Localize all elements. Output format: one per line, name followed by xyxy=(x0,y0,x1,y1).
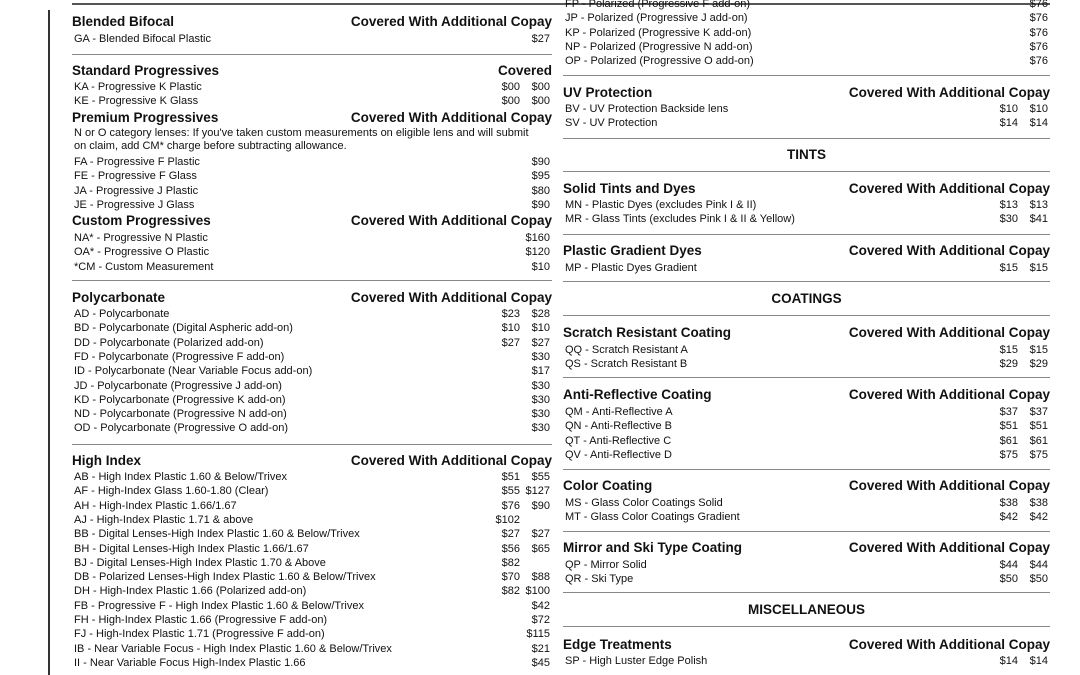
line-item-name: JE - Progressive J Glass xyxy=(74,198,195,211)
line-item-name: DH - High-Index Plastic 1.66 (Polarized add-on) xyxy=(74,585,307,598)
line-item-name: QP - Mirror Solid xyxy=(565,559,647,571)
line-item-name: AB - High Index Plastic 1.60 & Below/Trivex xyxy=(74,471,287,483)
line-item-copay-1: $42 xyxy=(999,511,1018,524)
premium-note: N or O category lenses: If you've taken custom measurements on eligible lens and will submit on claim, add CM* charge before subtracting allowance. xyxy=(74,127,529,152)
section-divider xyxy=(563,626,1050,627)
line-item-name: JD - Polycarbonate (Progressive J add-on) xyxy=(74,379,282,392)
line-item-copay-1: $30 xyxy=(999,213,1018,226)
line-item-copay-2: $27 xyxy=(531,528,550,541)
section-divider xyxy=(563,531,1050,532)
line-item-copay-2: $42 xyxy=(1029,511,1048,524)
section-divider xyxy=(72,444,552,445)
line-item-copay-2: $76 xyxy=(1029,40,1048,53)
line-item-copay-2: $00 xyxy=(531,81,550,93)
line-item-row xyxy=(72,184,552,198)
line-item-copay-1: $76 xyxy=(501,499,520,512)
line-item-row xyxy=(563,419,1050,433)
line-item-copay-2: $65 xyxy=(531,542,550,555)
section-coverage: Covered With Additional Copay xyxy=(350,213,552,228)
line-item-copay-2: $90 xyxy=(531,499,550,512)
line-item-copay-2: $120 xyxy=(525,246,550,259)
section-divider xyxy=(563,592,1050,593)
line-item-copay-2: $61 xyxy=(1029,434,1048,447)
line-item-name: FD - Polycarbonate (Progressive F add-on) xyxy=(74,350,285,363)
line-item-name: DD - Polycarbonate (Polarized add-on) xyxy=(74,336,264,349)
line-item-name: JP - Polarized (Progressive J add-on) xyxy=(565,12,748,25)
line-item-copay-2: $76 xyxy=(1029,0,1048,10)
line-item-name: SV - UV Protection xyxy=(565,117,658,130)
section-title: Solid Tints and Dyes xyxy=(563,181,696,196)
line-item-copay-1: $13 xyxy=(999,199,1018,211)
line-item-copay-2: $30 xyxy=(531,350,550,363)
line-item-row xyxy=(563,343,1050,357)
line-item-copay-1: $15 xyxy=(999,262,1018,274)
line-item-copay-1: $14 xyxy=(999,117,1018,130)
section-header xyxy=(563,478,1050,496)
line-item-copay-2: $90 xyxy=(531,198,550,211)
section-divider xyxy=(72,280,552,281)
line-item-copay-1: $70 xyxy=(501,571,520,584)
line-item-copay-2: $41 xyxy=(1029,213,1048,226)
line-item-row xyxy=(563,357,1050,371)
line-item-name: BD - Polycarbonate (Digital Aspheric add-on) xyxy=(74,322,293,335)
coatings-heading: COATINGS xyxy=(771,291,842,306)
section-divider xyxy=(563,281,1050,282)
line-item-row xyxy=(563,40,1050,54)
line-item-row xyxy=(72,556,552,570)
section-coverage: Covered With Additional Copay xyxy=(848,540,1050,555)
line-item-name: KE - Progressive K Glass xyxy=(74,95,199,108)
section-title: UV Protection xyxy=(563,85,653,100)
line-item-name: DB - Polarized Lenses-High Index Plastic 1.60 & Below/Trivex xyxy=(74,571,376,584)
section-header xyxy=(563,243,1050,261)
line-item-name: ID - Polycarbonate (Near Variable Focus add-on) xyxy=(74,365,313,378)
line-item-name: KP - Polarized (Progressive K add-on) xyxy=(565,26,752,39)
line-item-row xyxy=(563,572,1050,586)
line-item-name: QN - Anti-Reflective B xyxy=(565,420,672,433)
section-header xyxy=(563,85,1050,103)
line-item-row xyxy=(72,599,552,613)
line-item-copay-2: $30 xyxy=(531,422,550,435)
section-divider xyxy=(563,234,1050,235)
line-item-row xyxy=(563,405,1050,419)
line-item-copay-2: $76 xyxy=(1029,55,1048,68)
line-item-name: FP - Polarized (Progressive F add-on) xyxy=(565,0,751,10)
section-title: Mirror and Ski Type Coating xyxy=(563,540,743,555)
line-item-row xyxy=(563,198,1050,212)
line-item-copay-1: $61 xyxy=(999,434,1018,447)
line-item-row xyxy=(563,654,1050,668)
line-item-copay-2: $30 xyxy=(531,408,550,421)
section-header xyxy=(563,181,1050,199)
line-item-copay-2: $80 xyxy=(531,184,550,197)
line-item-copay-1: $37 xyxy=(999,406,1018,418)
line-item-copay-1: $00 xyxy=(501,95,520,108)
line-item-name: NP - Polarized (Progressive N add-on) xyxy=(565,40,753,53)
line-item-name: BJ - Digital Lenses-High Index Plastic 1.70 & Above xyxy=(74,556,326,569)
section-title: Anti-Reflective Coating xyxy=(563,387,712,402)
line-item-name: NA* - Progressive N Plastic xyxy=(74,232,208,244)
section-coverage: Covered With Additional Copay xyxy=(848,85,1050,100)
line-item-name: ND - Polycarbonate (Progressive N add-on) xyxy=(74,408,287,421)
line-item-copay-1: $27 xyxy=(501,336,520,349)
line-item-name: BB - Digital Lenses-High Index Plastic 1.60 & Below/Trivex xyxy=(74,528,360,541)
line-item-copay-2: $45 xyxy=(531,656,550,669)
section-title: Scratch Resistant Coating xyxy=(563,325,732,340)
line-item-copay-2: $00 xyxy=(531,95,550,108)
line-item-name: QQ - Scratch Resistant A xyxy=(565,344,688,356)
line-item-name: MT - Glass Color Coatings Gradient xyxy=(565,511,740,524)
line-item-row xyxy=(563,558,1050,572)
line-item-copay-1: $38 xyxy=(999,497,1018,509)
line-item-row xyxy=(72,627,552,641)
line-item-copay-2: $51 xyxy=(1029,420,1048,433)
line-item-row xyxy=(72,307,552,321)
line-item-row xyxy=(72,169,552,183)
line-item-name: QS - Scratch Resistant B xyxy=(565,358,688,371)
line-item-copay-2: $42 xyxy=(531,599,550,612)
line-item-copay-2: $17 xyxy=(531,365,550,378)
line-item-row xyxy=(72,260,552,274)
line-item-row xyxy=(72,613,552,627)
line-item-row xyxy=(563,261,1050,275)
line-item-copay-2: $10 xyxy=(1029,103,1048,115)
line-item-row xyxy=(72,32,552,46)
line-item-name: AF - High-Index Glass 1.60-1.80 (Clear) xyxy=(74,485,269,498)
line-item-copay-2: $30 xyxy=(531,393,550,406)
line-item-copay-2: $14 xyxy=(1029,655,1048,667)
line-item-row xyxy=(72,94,552,108)
line-item-copay-2: $14 xyxy=(1029,117,1048,130)
line-item-copay-1: $102 xyxy=(495,513,520,526)
line-item-copay-2: $76 xyxy=(1029,26,1048,39)
section-header xyxy=(72,453,552,471)
section-divider xyxy=(563,171,1050,172)
line-item-row xyxy=(72,542,552,556)
line-item-row xyxy=(72,80,552,94)
line-item-copay-2: $38 xyxy=(1029,497,1048,509)
line-item-row xyxy=(72,470,552,484)
section-divider xyxy=(563,315,1050,316)
section-title: Premium Progressives xyxy=(72,110,219,125)
line-item-copay-1: $50 xyxy=(999,573,1018,586)
line-item-name: JA - Progressive J Plastic xyxy=(74,184,199,197)
line-item-copay-1: $15 xyxy=(999,344,1018,356)
section-header xyxy=(72,213,552,231)
line-item-row xyxy=(72,321,552,335)
line-item-row xyxy=(563,102,1050,116)
line-item-row xyxy=(563,116,1050,130)
line-item-row xyxy=(72,527,552,541)
line-item-copay-1: $10 xyxy=(999,103,1018,115)
line-item-name: MP - Plastic Dyes Gradient xyxy=(565,262,697,274)
line-item-copay-1: $51 xyxy=(501,471,520,483)
line-item-row xyxy=(72,499,552,513)
line-item-copay-2: $72 xyxy=(531,614,550,626)
line-item-row xyxy=(72,513,552,527)
line-item-name: MR - Glass Tints (excludes Pink I & II & Yellow) xyxy=(565,213,795,226)
line-item-name: FE - Progressive F Glass xyxy=(74,170,197,183)
line-item-row xyxy=(72,656,552,670)
line-item-copay-2: $127 xyxy=(525,485,550,498)
line-item-copay-1: $14 xyxy=(999,655,1018,667)
line-item-copay-2: $90 xyxy=(531,156,550,168)
line-item-name: OD - Polycarbonate (Progressive O add-on) xyxy=(74,422,288,435)
section-divider xyxy=(72,54,552,55)
line-item-name: GA - Blended Bifocal Plastic xyxy=(74,33,211,45)
line-item-name: MS - Glass Color Coatings Solid xyxy=(565,497,723,509)
line-item-name: OP - Polarized (Progressive O add-on) xyxy=(565,55,754,68)
line-item-copay-2: $27 xyxy=(531,33,550,45)
section-header xyxy=(563,540,1050,558)
section-title: Blended Bifocal xyxy=(72,14,175,29)
line-item-copay-2: $15 xyxy=(1029,262,1048,274)
line-item-name: SP - High Luster Edge Polish xyxy=(565,655,708,667)
line-item-copay-2: $44 xyxy=(1029,559,1048,571)
line-item-row xyxy=(72,155,552,169)
line-item-copay-1: $44 xyxy=(999,559,1018,571)
line-item-row xyxy=(563,11,1050,25)
section-title: Edge Treatments xyxy=(563,637,672,652)
miscellaneous-heading: MISCELLANEOUS xyxy=(747,602,865,617)
section-coverage: Covered With Additional Copay xyxy=(350,110,552,125)
section-header xyxy=(563,325,1050,343)
section-header xyxy=(563,387,1050,405)
line-item-row xyxy=(563,212,1050,226)
section-title: High Index xyxy=(72,453,142,468)
line-item-row xyxy=(72,421,552,435)
section-coverage: Covered With Additional Copay xyxy=(848,181,1050,196)
line-item-copay-1: $10 xyxy=(501,322,520,335)
line-item-copay-1: $29 xyxy=(999,358,1018,371)
line-item-copay-2: $10 xyxy=(531,260,550,273)
line-item-copay-2: $28 xyxy=(531,308,550,320)
line-item-row xyxy=(563,54,1050,68)
section-header xyxy=(563,637,1050,655)
section-coverage: Covered With Additional Copay xyxy=(848,478,1050,493)
line-item-copay-2: $115 xyxy=(526,628,550,641)
section-header xyxy=(72,63,552,81)
line-item-copay-1: $82 xyxy=(501,585,520,598)
line-item-copay-2: $10 xyxy=(531,322,550,335)
line-item-copay-2: $100 xyxy=(525,585,550,598)
line-item-name: FA - Progressive F Plastic xyxy=(74,156,200,168)
section-title: Plastic Gradient Dyes xyxy=(563,243,702,258)
line-item-row xyxy=(72,393,552,407)
line-item-row xyxy=(72,584,552,598)
line-item-copay-2: $30 xyxy=(531,379,550,392)
line-item-copay-2: $29 xyxy=(1029,358,1048,371)
line-item-copay-2: $21 xyxy=(531,642,550,655)
section-header xyxy=(72,290,552,308)
line-item-name: FJ - High-Index Plastic 1.71 (Progressive F add-on) xyxy=(74,628,325,641)
section-divider xyxy=(563,377,1050,378)
line-item-copay-2: $37 xyxy=(1029,406,1048,418)
line-item-copay-2: $160 xyxy=(525,232,550,244)
line-item-copay-2: $88 xyxy=(531,571,550,584)
section-coverage: Covered With Additional Copay xyxy=(350,453,552,468)
section-coverage: Covered With Additional Copay xyxy=(350,14,552,29)
section-title: Custom Progressives xyxy=(72,213,211,228)
line-item-copay-2: $15 xyxy=(1029,344,1048,356)
section-coverage: Covered With Additional Copay xyxy=(848,387,1050,402)
line-item-copay-2: $50 xyxy=(1029,573,1048,586)
line-item-copay-1: $82 xyxy=(501,556,520,569)
line-item-row xyxy=(563,0,1050,11)
line-item-copay-1: $75 xyxy=(999,448,1018,461)
line-item-row xyxy=(563,448,1050,462)
section-title: Color Coating xyxy=(563,478,653,493)
line-item-row xyxy=(72,379,552,393)
line-item-row xyxy=(72,245,552,259)
line-item-name: KD - Polycarbonate (Progressive K add-on) xyxy=(74,393,286,406)
line-item-copay-1: $23 xyxy=(501,308,520,320)
line-item-copay-2: $13 xyxy=(1029,199,1048,211)
section-divider xyxy=(563,469,1050,470)
line-item-name: KA - Progressive K Plastic xyxy=(74,81,202,93)
section-coverage: Covered With Additional Copay xyxy=(848,243,1050,258)
section-coverage: Covered With Additional Copay xyxy=(848,325,1050,340)
line-item-row xyxy=(563,26,1050,40)
line-item-name: FB - Progressive F - High Index Plastic 1.60 & Below/Trivex xyxy=(74,599,364,612)
line-item-copay-1: $00 xyxy=(501,81,520,93)
line-item-name: QT - Anti-Reflective C xyxy=(565,434,672,447)
line-item-row xyxy=(563,496,1050,510)
line-item-row xyxy=(72,364,552,378)
line-item-name: IB - Near Variable Focus - High Index Plastic 1.60 & Below/Trivex xyxy=(74,642,392,655)
page-left-border xyxy=(48,10,50,675)
section-header xyxy=(72,110,552,128)
line-item-copay-1: $55 xyxy=(501,485,520,498)
tints-heading: TINTS xyxy=(787,147,826,162)
line-item-row xyxy=(563,510,1050,524)
section-divider xyxy=(563,138,1050,139)
line-item-name: AJ - High-Index Plastic 1.71 & above xyxy=(74,513,254,526)
line-item-copay-1: $56 xyxy=(501,542,520,555)
line-item-row xyxy=(72,231,552,245)
section-coverage: Covered With Additional Copay xyxy=(848,637,1050,652)
section-title: Polycarbonate xyxy=(72,290,166,305)
line-item-name: OA* - Progressive O Plastic xyxy=(74,246,210,259)
line-item-row xyxy=(72,570,552,584)
line-item-row xyxy=(72,484,552,498)
line-item-copay-2: $27 xyxy=(531,336,550,349)
line-item-name: FH - High-Index Plastic 1.66 (Progressive F add-on) xyxy=(74,614,328,626)
line-item-row xyxy=(563,434,1050,448)
line-item-name: QR - Ski Type xyxy=(565,573,634,586)
line-item-copay-1: $51 xyxy=(999,420,1018,433)
line-item-name: BV - UV Protection Backside lens xyxy=(565,103,729,115)
line-item-name: MN - Plastic Dyes (excludes Pink I & II) xyxy=(565,199,757,211)
section-divider xyxy=(563,75,1050,76)
section-title: Standard Progressives xyxy=(72,63,220,78)
line-item-copay-1: $27 xyxy=(501,528,520,541)
line-item-row xyxy=(72,407,552,421)
line-item-name: QM - Anti-Reflective A xyxy=(565,406,673,418)
line-item-row xyxy=(72,336,552,350)
line-item-row xyxy=(72,350,552,364)
line-item-copay-2: $95 xyxy=(531,170,550,183)
line-item-name: BH - Digital Lenses-High Index Plastic 1.66/1.67 xyxy=(74,542,309,555)
line-item-row xyxy=(72,642,552,656)
section-header xyxy=(72,14,552,32)
line-item-copay-2: $75 xyxy=(1029,448,1048,461)
section-coverage: Covered With Additional Copay xyxy=(350,290,552,305)
line-item-row xyxy=(72,198,552,212)
line-item-copay-2: $55 xyxy=(531,471,550,483)
line-item-name: *CM - Custom Measurement xyxy=(74,260,214,273)
line-item-name: AD - Polycarbonate xyxy=(74,308,170,320)
line-item-copay-2: $76 xyxy=(1029,12,1048,25)
line-item-name: II - Near Variable Focus High-Index Plastic 1.66 xyxy=(74,656,306,669)
line-item-name: QV - Anti-Reflective D xyxy=(565,448,672,461)
section-coverage: Covered xyxy=(497,63,552,78)
line-item-name: AH - High-Index Plastic 1.66/1.67 xyxy=(74,499,237,512)
